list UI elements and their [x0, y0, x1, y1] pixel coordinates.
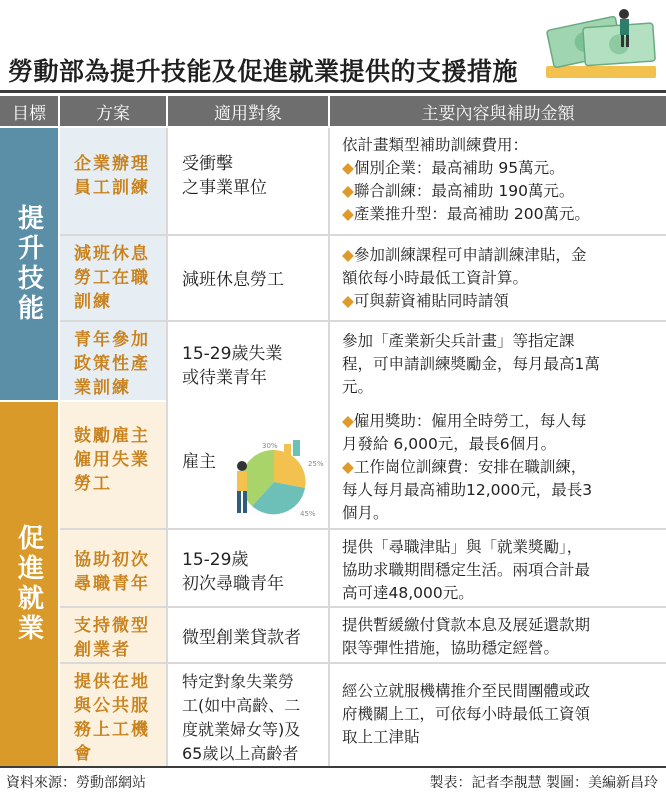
- svg-text:45%: 45%: [300, 510, 316, 518]
- plan-hire-unemployed: 鼓勵雇主 僱用失業 勞工: [74, 426, 150, 494]
- content-micro-entrepreneurs: 提供暫緩繳付貸款本息及展延還款期 限等彈性措施，協助穩定經營。: [342, 616, 591, 657]
- production-credit: 製表：記者李靚慧 製圖：美編新昌玲: [429, 775, 658, 791]
- title-divider: [0, 90, 666, 93]
- plan-enterprise-training: 企業辦理 員工訓練: [74, 154, 150, 198]
- header-plan: 方案: [60, 96, 166, 126]
- content-enterprise-training: 依計畫類型補助訓練費用： ◆個別企業：最高補助 95萬元。 ◆聯合訓練：最高補助 190萬元。 ◆產業推升型：最高補助 200萬元。: [342, 136, 590, 223]
- target-unemployed-youth: 15-29歲失業 或待業青年: [182, 344, 283, 388]
- content-hire-unemployed: ◆僱用獎助：僱用全時勞工，每人每 月發給 6,000元，最長6個月。 ◆工作崗位訓練費：安排在職訓練， 每人每月最高補助12,000元，最長3 個月。: [342, 412, 593, 522]
- header-goal: 目標: [0, 96, 58, 126]
- content-youth-industry-training: 參加「產業新尖兵計畫」等指定課 程，可申請訓練獎勵金，每月最高1萬 元。: [342, 332, 600, 396]
- content-first-job-youth: 提供「尋職津貼」與「就業獎勵」， 協助求職期間穩定生活。兩項合計最 高可達48,000元。: [342, 538, 591, 602]
- target-first-job-youth: 15-29歲 初次尋職青年: [182, 550, 284, 594]
- content-local-public-work: 經公立就服機構推介至民間團體或政 府機關上工，可依每小時最低工資領 取上工津貼: [342, 682, 591, 746]
- plan-micro-entrepreneurs: 支持微型 創業者: [74, 616, 150, 660]
- goal-employment: 促進就業: [0, 402, 58, 766]
- svg-text:30%: 30%: [262, 442, 278, 450]
- content-reduced-hours-training: ◆參加訓練課程可申請訓練津貼，金 額依每小時最低工資計算。 ◆可與薪資補貼同時請領: [342, 246, 587, 310]
- plan-reduced-hours-training: 減班休息 勞工在職 訓練: [74, 244, 150, 312]
- goal-skill-upgrade: 提升技能: [0, 128, 58, 400]
- plan-youth-industry-training: 青年參加 政策性產 業訓練: [74, 330, 150, 398]
- plan-first-job-youth: 協助初次 尋職青年: [74, 550, 150, 594]
- header-content: 主要內容與補助金額: [330, 96, 666, 126]
- page-title: 勞動部為提升技能及促進就業提供的支援措施: [8, 57, 519, 86]
- plan-local-public-work: 提供在地 與公共服 務上工機 會: [74, 672, 150, 764]
- target-affected-units: 受衝擊 之事業單位: [182, 154, 267, 198]
- header-target: 適用對象: [168, 96, 328, 126]
- target-reduced-hours-workers: 減班休息勞工: [182, 270, 284, 290]
- money-stack-icon: [540, 4, 660, 84]
- data-source: 資料來源：勞動部網站: [6, 775, 146, 791]
- bottom-rule: [0, 766, 666, 768]
- target-special-unemployed: 特定對象失業勞 工(如中高齡、二 度就業婦女等)及 65歲以上高齡者: [182, 672, 301, 763]
- pie-chart-illustration-icon: [222, 436, 326, 524]
- target-employers: 雇主: [182, 452, 216, 472]
- target-micro-loan-holders: 微型創業貸款者: [182, 628, 301, 648]
- svg-text:25%: 25%: [308, 460, 324, 468]
